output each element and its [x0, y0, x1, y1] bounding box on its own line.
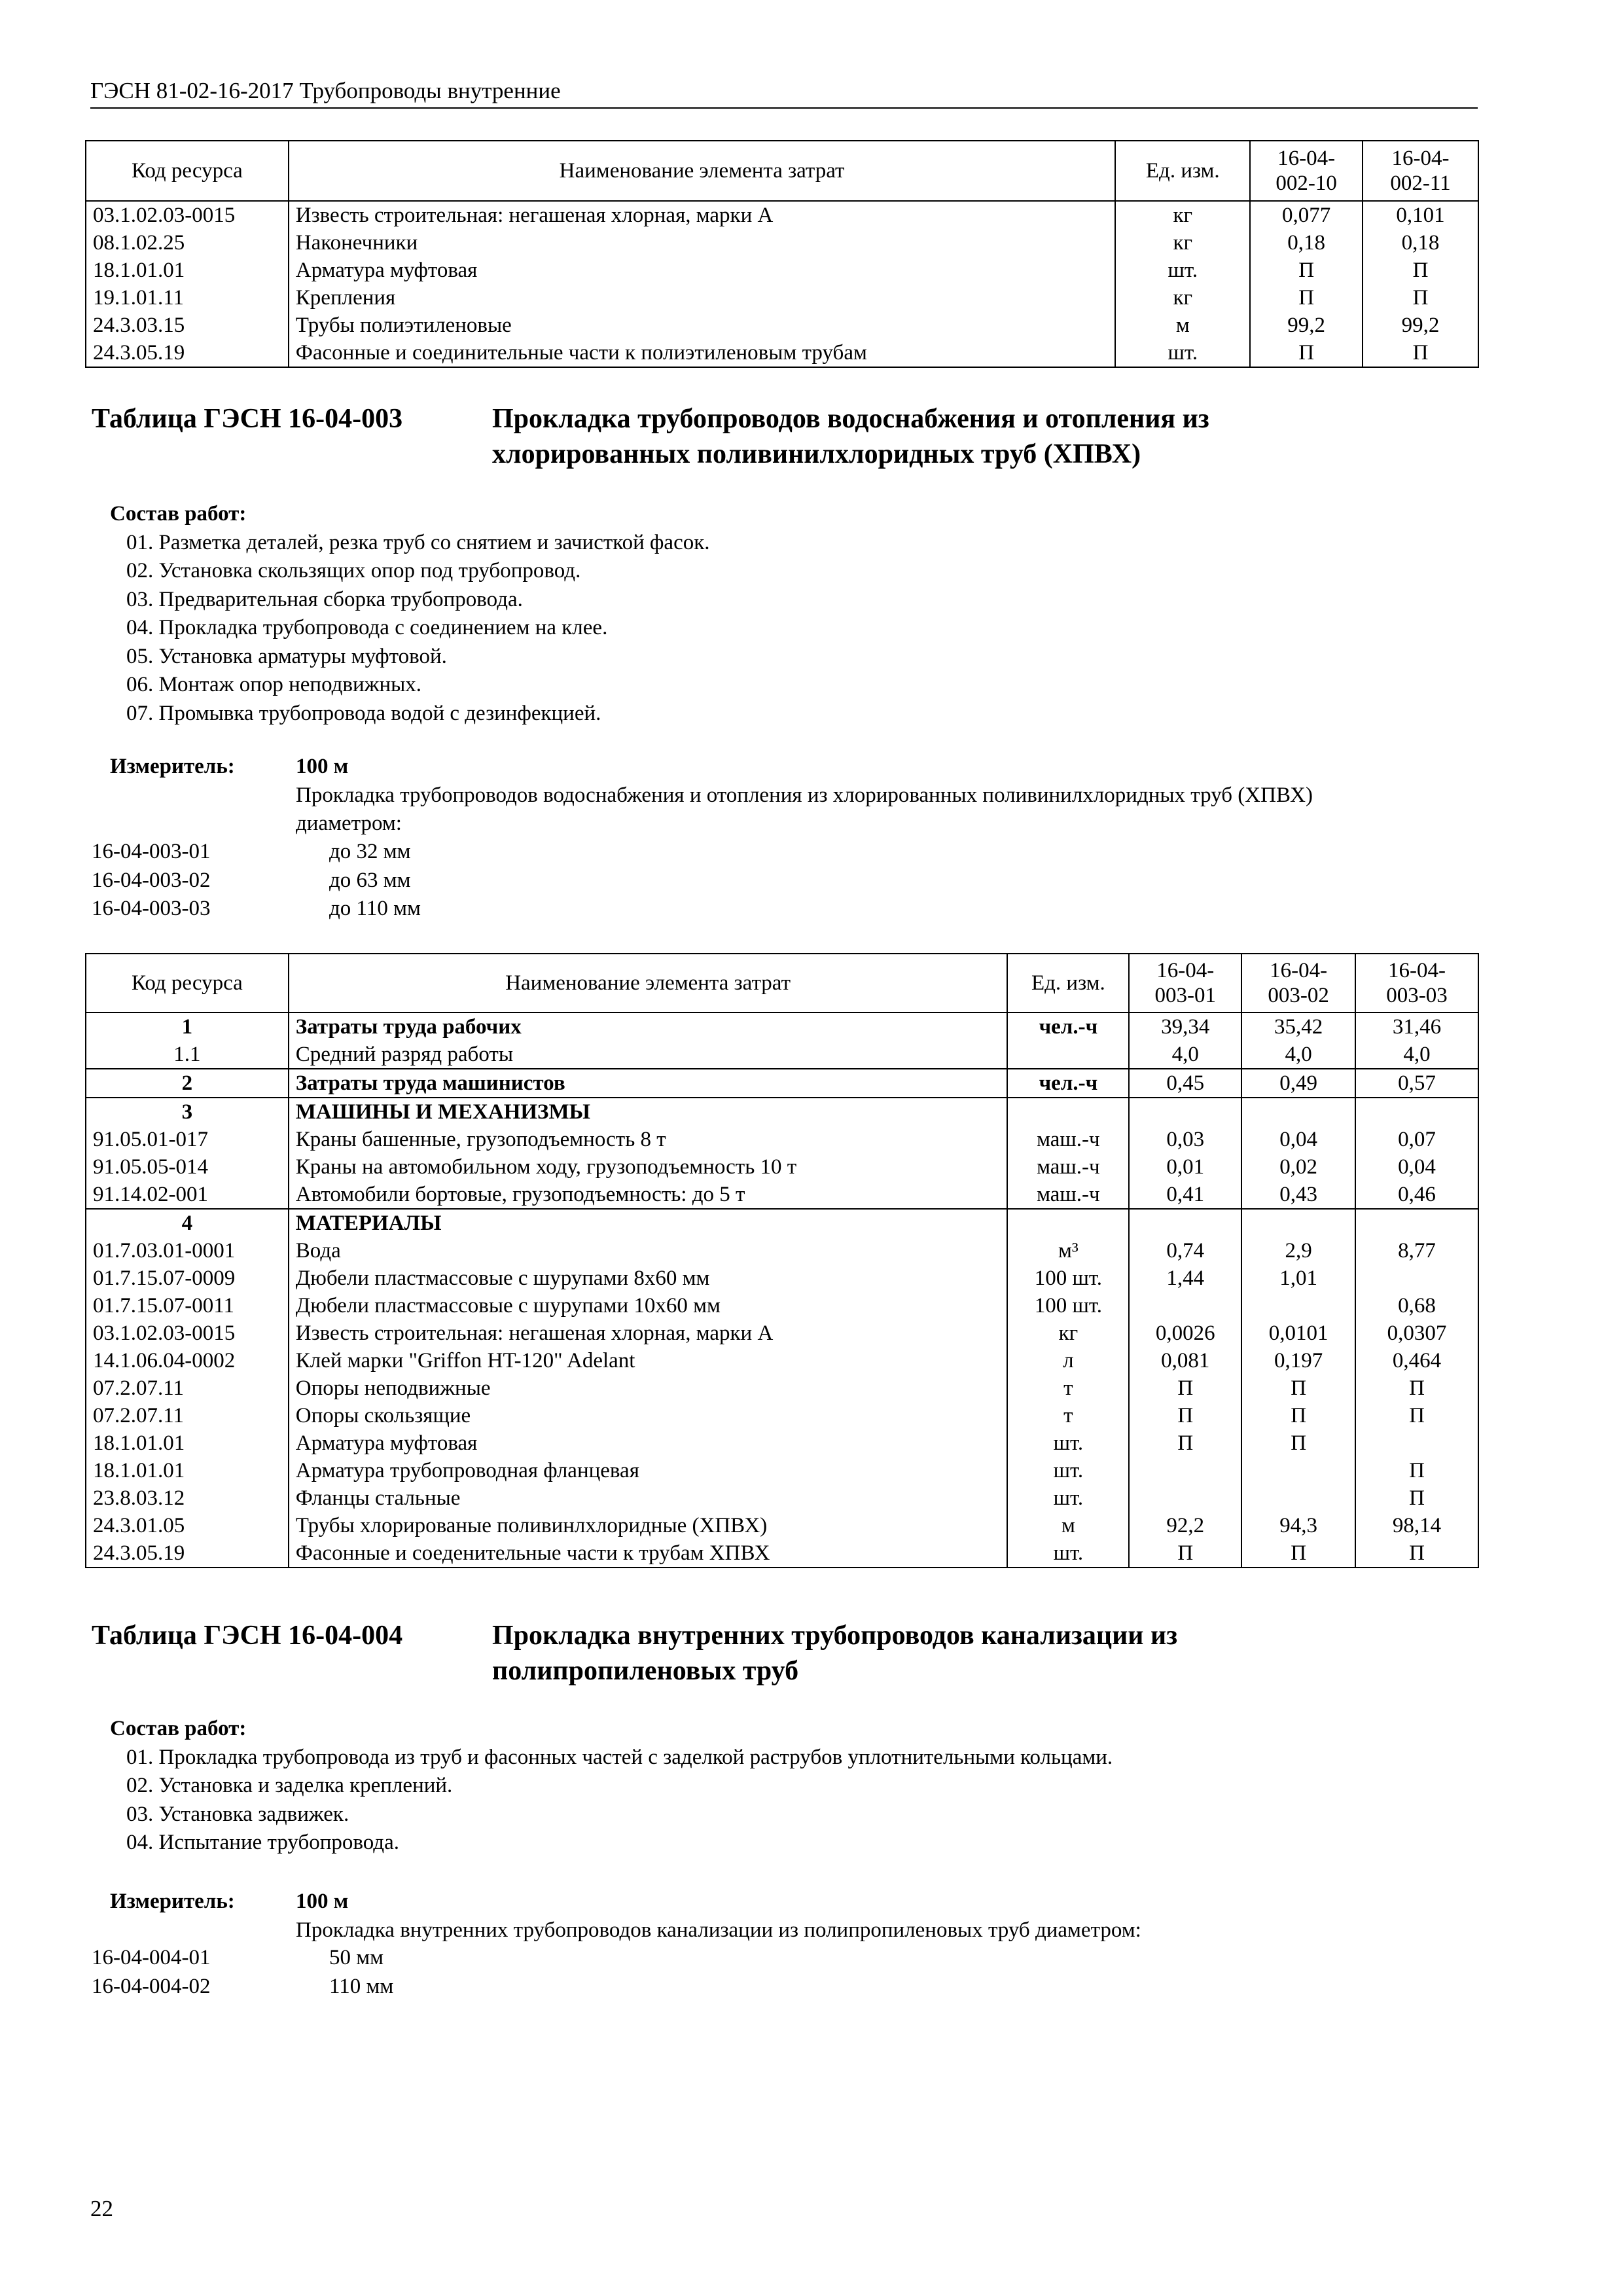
resource-name: Автомобили бортовые, грузоподъемность: до 5 т: [289, 1181, 1008, 1209]
table-row: [86, 1237, 1478, 1265]
resource-code: 14.1.06.04-0002: [86, 1347, 289, 1374]
resource-code: 07.2.07.11: [86, 1402, 289, 1429]
variant-code: 16-04-003-01: [92, 840, 211, 863]
resource-code: 01.7.15.07-0009: [86, 1265, 289, 1292]
resource-value: 31,46: [1355, 1013, 1478, 1041]
col-head-variant: [1355, 954, 1478, 1013]
variant-row: [92, 895, 681, 924]
table-code: Таблица ГЭСН 16-04-003: [92, 404, 403, 434]
resource-value: 0,464: [1355, 1347, 1478, 1374]
work-item: 01. Прокладка трубопровода из труб и фасонных частей с заделкой раструбов уплотнительными кольцами.: [126, 1745, 1113, 1769]
col-head-variant: [1241, 954, 1355, 1013]
resource-code: 19.1.01.11: [86, 284, 289, 312]
resource-value: [1241, 1484, 1355, 1512]
work-item: 02. Установка скользящих опор под трубопровод.: [126, 559, 581, 583]
table-title-line2: хлорированных поливинилхлоридных труб (ХПВХ): [492, 439, 1141, 469]
works-composition: [110, 1715, 1113, 1857]
table-row: [86, 1402, 1478, 1429]
resource-value: [1241, 1292, 1355, 1319]
col-head-variant-l2: 002-10: [1275, 171, 1337, 195]
variant-code: 16-04-003-03: [92, 897, 211, 920]
work-item: 04. Испытание трубопровода.: [126, 1831, 399, 1854]
meter-label: Измеритель:: [110, 755, 235, 778]
variant-code: 16-04-004-01: [92, 1946, 211, 1969]
resource-code: 1: [86, 1013, 289, 1041]
table-title-line1: Прокладка трубопроводов водоснабжения и отопления из: [492, 404, 1209, 434]
resource-name: Краны башенные, грузоподъемность 8 т: [289, 1126, 1008, 1153]
resource-value: 99,2: [1250, 312, 1363, 339]
resource-value: 1,44: [1129, 1265, 1241, 1292]
resource-name: Крепления: [289, 284, 1116, 312]
resource-name: Затраты труда рабочих: [289, 1013, 1008, 1041]
table-row: [86, 1319, 1478, 1347]
work-item: 01. Разметка деталей, резка труб со снятием и зачисткой фасок.: [126, 530, 710, 554]
meter-description-line1: Прокладка трубопроводов водоснабжения и отопления из хлорированных поливинилхлоридных труб (ХПВХ): [296, 783, 1313, 807]
resource-name: Трубы хлорированые поливинлхлоридные (ХПВХ): [289, 1512, 1008, 1539]
resource-value: П: [1241, 1429, 1355, 1457]
variant-text: до 63 мм: [329, 868, 411, 892]
resource-unit: чел.-ч: [1007, 1069, 1129, 1098]
col-head-unit: Ед. изм.: [1007, 954, 1129, 1013]
table-row: [86, 284, 1478, 312]
resource-value: 0,57: [1355, 1069, 1478, 1098]
resource-unit: м: [1115, 312, 1250, 339]
resource-unit: шт.: [1115, 339, 1250, 367]
resource-value: 0,0026: [1129, 1319, 1241, 1347]
variants-list: [92, 1944, 681, 2001]
table-row: [86, 1126, 1478, 1153]
resource-value: П: [1355, 1484, 1478, 1512]
work-item: 07. Промывка трубопровода водой с дезинфекцией.: [126, 701, 601, 725]
table-row: [86, 1512, 1478, 1539]
resource-code: 18.1.01.01: [86, 1457, 289, 1484]
col-head-unit: Ед. изм.: [1115, 141, 1250, 201]
table-row: [86, 1181, 1478, 1209]
table-title-line1: Прокладка внутренних трубопроводов канализации из: [492, 1621, 1178, 1651]
variant-text: 50 мм: [329, 1946, 384, 1969]
resource-unit: шт.: [1007, 1457, 1129, 1484]
table-row: [86, 1484, 1478, 1512]
resource-value: 0,49: [1241, 1069, 1355, 1098]
resource-value: 0,18: [1363, 229, 1478, 257]
resource-unit: кг: [1115, 201, 1250, 229]
resource-value: 4,0: [1241, 1041, 1355, 1069]
variant-text: 110 мм: [329, 1974, 394, 1998]
table-row: [86, 201, 1478, 229]
col-head-variant-l2: 002-11: [1390, 171, 1451, 195]
resource-code: 08.1.02.25: [86, 229, 289, 257]
resource-value: 0,0101: [1241, 1319, 1355, 1347]
resource-value: 4,0: [1129, 1041, 1241, 1069]
resource-unit: [1007, 1209, 1129, 1237]
table-row: [86, 1013, 1478, 1041]
resource-value: [1129, 1484, 1241, 1512]
resource-value: 0,03: [1129, 1126, 1241, 1153]
resource-value: 0,0307: [1355, 1319, 1478, 1347]
table-code: Таблица ГЭСН 16-04-004: [92, 1621, 403, 1651]
table-row: [86, 1347, 1478, 1374]
table-row: [86, 1153, 1478, 1181]
resource-name: МАТЕРИАЛЫ: [289, 1209, 1008, 1237]
resource-table-16-04-003: [85, 953, 1479, 1568]
resource-name: Фланцы стальные: [289, 1484, 1008, 1512]
variant-row: [92, 867, 681, 895]
col-head-variant: [1129, 954, 1241, 1013]
page-number: 22: [90, 2196, 113, 2221]
resource-value: 4,0: [1355, 1041, 1478, 1069]
resource-value: 0,04: [1355, 1153, 1478, 1181]
resource-name: Известь строительная: негашеная хлорная, марки А: [289, 201, 1116, 229]
resource-value: [1241, 1457, 1355, 1484]
resource-value: П: [1241, 1402, 1355, 1429]
variant-text: до 32 мм: [329, 840, 411, 863]
resource-name: Арматура трубопроводная фланцевая: [289, 1457, 1008, 1484]
resource-value: [1129, 1457, 1241, 1484]
resource-name: Опоры скользящие: [289, 1402, 1008, 1429]
resource-value: 0,077: [1250, 201, 1363, 229]
resource-value: [1355, 1429, 1478, 1457]
resource-value: [1355, 1098, 1478, 1126]
resource-value: П: [1129, 1402, 1241, 1429]
meter-description-line2: диаметром:: [296, 812, 402, 835]
resource-value: П: [1355, 1457, 1478, 1484]
resource-unit: л: [1007, 1347, 1129, 1374]
resource-unit: кг: [1007, 1319, 1129, 1347]
col-head-name: Наименование элемента затрат: [289, 954, 1008, 1013]
col-head-variant-l1: 16-04-: [1388, 959, 1446, 982]
resource-value: П: [1250, 339, 1363, 367]
resource-value: П: [1129, 1429, 1241, 1457]
variant-row: [92, 1944, 681, 1973]
resource-unit: шт.: [1007, 1484, 1129, 1512]
resource-value: П: [1241, 1374, 1355, 1402]
resource-name: Фасонные и соединительные части к полиэтиленовым трубам: [289, 339, 1116, 367]
resource-value: [1129, 1098, 1241, 1126]
resource-unit: 100 шт.: [1007, 1292, 1129, 1319]
resource-value: 2,9: [1241, 1237, 1355, 1265]
resource-code: 03.1.02.03-0015: [86, 201, 289, 229]
table-row: [86, 1098, 1478, 1126]
resource-code: 01.7.15.07-0011: [86, 1292, 289, 1319]
resource-value: 0,101: [1363, 201, 1478, 229]
resource-name: Клей марки "Griffon HT-120" Adelant: [289, 1347, 1008, 1374]
resource-unit: шт.: [1115, 257, 1250, 284]
resource-value: 39,34: [1129, 1013, 1241, 1041]
col-head-variant-l2: 003-02: [1268, 984, 1329, 1007]
resource-value: П: [1355, 1402, 1478, 1429]
resource-unit: т: [1007, 1402, 1129, 1429]
resource-value: 0,07: [1355, 1126, 1478, 1153]
table-row: [86, 339, 1478, 367]
resource-code: 24.3.05.19: [86, 339, 289, 367]
work-item: 03. Предварительная сборка трубопровода.: [126, 587, 523, 611]
work-item: 03. Установка задвижек.: [126, 1802, 349, 1826]
resource-value: 0,197: [1241, 1347, 1355, 1374]
resource-code: 91.05.05-014: [86, 1153, 289, 1181]
resource-code: 2: [86, 1069, 289, 1098]
resource-unit: чел.-ч: [1007, 1013, 1129, 1041]
table-title: [492, 1618, 1177, 1689]
variant-row: [92, 1973, 681, 2001]
table-row: [86, 1429, 1478, 1457]
resource-name: Краны на автомобильном ходу, грузоподъемность 10 т: [289, 1153, 1008, 1181]
variant-text: до 110 мм: [329, 897, 421, 920]
resource-value: 0,46: [1355, 1181, 1478, 1209]
resource-value: 35,42: [1241, 1013, 1355, 1041]
table-row: [86, 1069, 1478, 1098]
table-row: [86, 257, 1478, 284]
table-row: [86, 1457, 1478, 1484]
resource-code: 01.7.03.01-0001: [86, 1237, 289, 1265]
resource-unit: м³: [1007, 1237, 1129, 1265]
resource-value: [1129, 1292, 1241, 1319]
resource-unit: шт.: [1007, 1539, 1129, 1568]
work-item: 05. Установка арматуры муфтовой.: [126, 644, 447, 668]
resource-value: П: [1241, 1539, 1355, 1568]
col-head-variant-l1: 16-04-: [1270, 959, 1328, 982]
resource-code: 03.1.02.03-0015: [86, 1319, 289, 1347]
table-row: [86, 1292, 1478, 1319]
col-head-variant-l1: 16-04-: [1156, 959, 1215, 982]
resource-code: 24.3.05.19: [86, 1539, 289, 1568]
table-title-line2: полипропиленовых труб: [492, 1656, 799, 1686]
variant-row: [92, 838, 681, 867]
resource-unit: кг: [1115, 284, 1250, 312]
resource-unit: [1007, 1098, 1129, 1126]
resource-value: 0,18: [1250, 229, 1363, 257]
table-row: [86, 1539, 1478, 1568]
resource-value: П: [1129, 1374, 1241, 1402]
resource-value: П: [1363, 339, 1478, 367]
resource-unit: маш.-ч: [1007, 1153, 1129, 1181]
resource-value: 0,74: [1129, 1237, 1241, 1265]
table-row: [86, 1041, 1478, 1069]
resource-name: Наконечники: [289, 229, 1116, 257]
resource-value: 94,3: [1241, 1512, 1355, 1539]
meter-block: [296, 1888, 1480, 1945]
col-head-variant-l1: 16-04-: [1277, 147, 1336, 170]
work-item: 04. Прокладка трубопровода с соединением на клее.: [126, 616, 608, 639]
col-head-code: Код ресурса: [86, 141, 289, 201]
col-head-name: Наименование элемента затрат: [289, 141, 1116, 201]
resource-code: 3: [86, 1098, 289, 1126]
resource-unit: [1007, 1041, 1129, 1069]
resource-name: Затраты труда машинистов: [289, 1069, 1008, 1098]
works-composition: [110, 500, 710, 728]
resource-value: П: [1129, 1539, 1241, 1568]
resource-unit: кг: [1115, 229, 1250, 257]
meter-value: 100 м: [296, 755, 349, 778]
resource-unit: маш.-ч: [1007, 1126, 1129, 1153]
works-label: Состав работ:: [110, 502, 247, 526]
resource-code: 91.14.02-001: [86, 1181, 289, 1209]
resource-value: 99,2: [1363, 312, 1478, 339]
table-row: [86, 1209, 1478, 1237]
resource-value: 0,41: [1129, 1181, 1241, 1209]
resource-code: 18.1.01.01: [86, 1429, 289, 1457]
resource-unit: 100 шт.: [1007, 1265, 1129, 1292]
meter-block: [296, 753, 1480, 838]
resource-name: Известь строительная: негашеная хлорная, марки А: [289, 1319, 1008, 1347]
table-row: [86, 312, 1478, 339]
resource-value: П: [1250, 284, 1363, 312]
resource-unit: маш.-ч: [1007, 1181, 1129, 1209]
meter-description-line1: Прокладка внутренних трубопроводов канализации из полипропиленовых труб диаметром:: [296, 1918, 1141, 1942]
resource-unit: т: [1007, 1374, 1129, 1402]
resource-code: 18.1.01.01: [86, 257, 289, 284]
resource-value: [1355, 1265, 1478, 1292]
col-head-variant-l1: 16-04-: [1391, 147, 1450, 170]
table-title: [492, 401, 1209, 472]
resource-name: Трубы полиэтиленовые: [289, 312, 1116, 339]
resource-code: 07.2.07.11: [86, 1374, 289, 1402]
resource-name: Арматура муфтовая: [289, 1429, 1008, 1457]
col-head-variant: [1363, 141, 1478, 201]
variant-code: 16-04-003-02: [92, 868, 211, 892]
resource-value: П: [1363, 284, 1478, 312]
col-head-variant-l2: 003-01: [1154, 984, 1216, 1007]
meter-value: 100 м: [296, 1890, 349, 1913]
resource-name: Дюбели пластмассовые с шурупами 10х60 мм: [289, 1292, 1008, 1319]
resource-code: 91.05.01-017: [86, 1126, 289, 1153]
resource-name: Арматура муфтовая: [289, 257, 1116, 284]
resource-name: Фасонные и соеденительные части к трубам ХПВХ: [289, 1539, 1008, 1568]
resource-value: [1355, 1209, 1478, 1237]
resource-value: 92,2: [1129, 1512, 1241, 1539]
resource-value: П: [1363, 257, 1478, 284]
resource-value: 0,43: [1241, 1181, 1355, 1209]
meter-label: Измеритель:: [110, 1890, 235, 1913]
resource-code: 23.8.03.12: [86, 1484, 289, 1512]
resource-name: Опоры неподвижные: [289, 1374, 1008, 1402]
col-head-variant: [1250, 141, 1363, 201]
resource-name: Дюбели пластмассовые с шурупами 8х60 мм: [289, 1265, 1008, 1292]
resource-value: [1241, 1098, 1355, 1126]
variants-list: [92, 838, 681, 924]
resource-value: 1,01: [1241, 1265, 1355, 1292]
resource-unit: шт.: [1007, 1429, 1129, 1457]
work-item: 02. Установка и заделка креплений.: [126, 1774, 453, 1797]
resource-value: [1129, 1209, 1241, 1237]
running-header: ГЭСН 81-02-16-2017 Трубопроводы внутренние: [90, 77, 1478, 109]
col-head-code: Код ресурса: [86, 954, 289, 1013]
resource-name: МАШИНЫ И МЕХАНИЗМЫ: [289, 1098, 1008, 1126]
resource-name: Средний разряд работы: [289, 1041, 1008, 1069]
variant-code: 16-04-004-02: [92, 1974, 211, 1998]
resource-value: 8,77: [1355, 1237, 1478, 1265]
resource-value: 0,01: [1129, 1153, 1241, 1181]
resource-code: 4: [86, 1209, 289, 1237]
col-head-variant-l2: 003-03: [1386, 984, 1448, 1007]
resource-code: 24.3.03.15: [86, 312, 289, 339]
resource-value: П: [1250, 257, 1363, 284]
resource-value: П: [1355, 1539, 1478, 1568]
table-row: [86, 1265, 1478, 1292]
table-row: [86, 229, 1478, 257]
resource-value: 0,02: [1241, 1153, 1355, 1181]
table-row: [86, 1374, 1478, 1402]
resource-value: П: [1355, 1374, 1478, 1402]
resource-name: Вода: [289, 1237, 1008, 1265]
resource-value: 0,081: [1129, 1347, 1241, 1374]
resource-value: 0,45: [1129, 1069, 1241, 1098]
resource-table-16-04-002: [85, 140, 1479, 368]
resource-code: 1.1: [86, 1041, 289, 1069]
resource-value: 0,68: [1355, 1292, 1478, 1319]
works-label: Состав работ:: [110, 1717, 247, 1740]
resource-value: 0,04: [1241, 1126, 1355, 1153]
resource-value: 98,14: [1355, 1512, 1478, 1539]
work-item: 06. Монтаж опор неподвижных.: [126, 673, 422, 696]
resource-unit: м: [1007, 1512, 1129, 1539]
resource-value: [1241, 1209, 1355, 1237]
resource-code: 24.3.01.05: [86, 1512, 289, 1539]
